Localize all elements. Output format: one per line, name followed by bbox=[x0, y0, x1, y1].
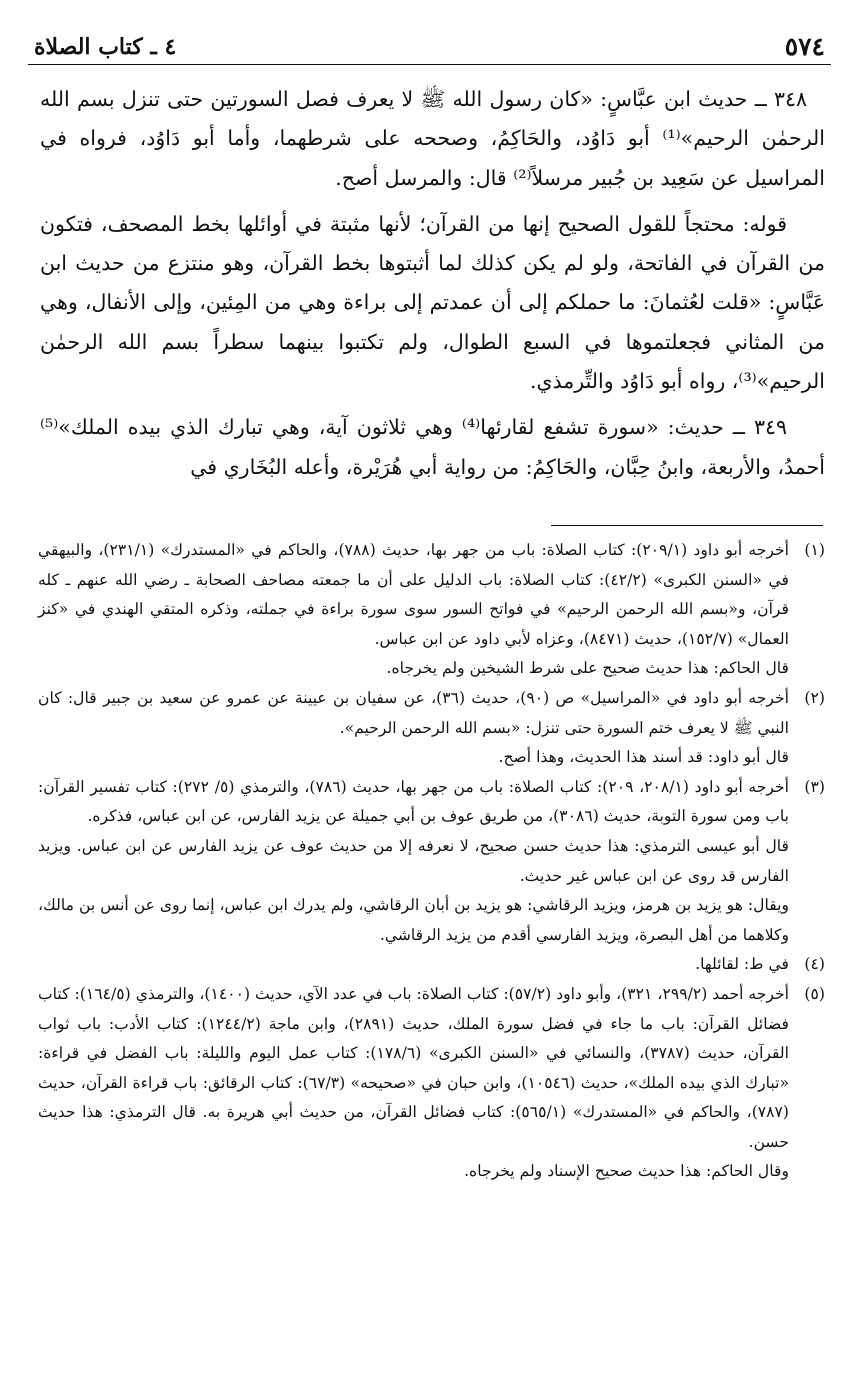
footnote-line: ويقال: هو يزيد بن هرمز، ويزيد الرقاشي: هو يزيد بن أبان الرقاشي، ولم يدرك ابن عباس، إنما روى عن أنس بن مالك، وكلاهما من أهل البصرة، ويزيد الفارسي أقدم من يزيد الرقاشي. bbox=[38, 896, 789, 944]
footnote-line: قال الحاكم: هذا حديث صحيح على شرط الشيخين ولم يخرجاه. bbox=[386, 659, 789, 678]
footnote-5 bbox=[38, 980, 825, 1187]
footnote-body bbox=[38, 980, 789, 1187]
running-header bbox=[28, 30, 831, 65]
footnote-line: قال أبو عيسى الترمذي: هذا حديث حسن صحيح، لا نعرفه إلا من حديث عوف عن يزيد الفارس عن ابن عباس. ويزيد الفارس قد روى عن ابن عباس غير حديث. bbox=[38, 836, 789, 885]
footnote-body bbox=[38, 684, 789, 773]
footnote-number: (١) bbox=[804, 541, 825, 559]
footnote-line: أخرجه أبو داود (٢٠٩/١): كتاب الصلاة: باب من جهر بها، حديث (٧٨٨)، والحاكم في «المستدرك» (٢٣١/١)، والبيهقي في «السنن الكبرى» (٤٢/٢): كتاب الصلاة: باب الدليل على أن ما جمعته مصاحف الصحابة ـ رضي الله عنهم ـ كله قرآن، و«بسم الله الرحمن الرحيم» في فواتح السور سوى سورة براءة في جملته، وذكره المتقي الهندي في «كنز العمال» (١٥٢/٧)، حديث (٨٤٧١)، وعزاه لأبي داود عن ابن عباس. bbox=[38, 541, 790, 648]
page-number: ٥٧٤ bbox=[784, 32, 825, 61]
footnote-line: أخرجه أبو داود في «المراسيل» ص (٩٠)، حديث (٣٦)، عن سفيان بن عيينة عن عمرو عن سعيد بن جبير قال: كان النبي ﷺ لا يعرف ختم السورة حتى تنزل: «بسم الله الرحمن الرحيم». bbox=[38, 688, 789, 737]
paragraph-commentary: قوله: محتجاً للقول الصحيح إنها من القرآن؛ لأنها مثبتة في أوائلها بخط المصحف، فتكون من القرآن في الفاتحة، ولو لم يكن كذلك لما أثبتوها بخط القرآن، وهو منتزع من حديث ابن عَبَّاسٍ: «قلت لعُثمانَ: ما حملكم إلى أن عمدتم إلى براءة وهي من المِئين، وإلى الأنفال، وهي من المثاني فجعلتموها في السبع الطوال، ولم تكتبوا بينهما سطراً بسم الله الرحمٰن الرحيم»⁽³⁾، رواه أبو دَاوُد والتِّرمذي. bbox=[40, 211, 825, 394]
footnote-1 bbox=[38, 536, 825, 684]
footnote-line: وقال الحاكم: هذا حديث صحيح الإسناد ولم يخرجاه. bbox=[464, 1162, 789, 1181]
footnote-line: أخرجه أبو داود (٢٠٨/١، ٢٠٩): كتاب الصلاة: باب من جهر بها، حديث (٧٨٦)، والترمذي (٥/ ٢٧٢): كتاب تفسير القرآن: باب ومن سورة التوبة، حديث (٣٠٨٦)، من طريق عوف بن أبي جميلة عن يزيد الفارس، عن ابن عباس، فذكره. bbox=[38, 777, 789, 826]
footnote-3 bbox=[38, 773, 825, 951]
footnote-2 bbox=[38, 684, 825, 773]
footnote-body bbox=[38, 950, 789, 980]
main-text bbox=[40, 80, 825, 494]
footnote-4 bbox=[38, 950, 825, 980]
footnote-line: أخرجه أحمد (٢٩٩/٢، ٣٢١)، وأبو داود (٥٧/٢): كتاب الصلاة: باب في عدد الآي، حديث (١٤٠٠)، والترمذي (١٦٤/٥): كتاب فضائل القرآن: باب ما جاء في فضل سورة الملك، حديث (٢٨٩١)، وابن ماجة (١٢٤٤/٢): كتاب الأدب: باب ثواب القرآن، حديث (٣٧٨٧)، والنسائي في «السنن الكبرى» (١٧٨/٦): كتاب عمل اليوم والليلة: باب الفضل في قراءة: «تبارك الذي بيده الملك»، حديث (١٠٥٤٦)، وابن حبان في «صحيحه» (٦٧/٣): كتاب الرقائق: باب قراءة القرآن، حديث (٧٨٧)، والحاكم في «المستدرك» (٥٦٥/١): كتاب فضائل القرآن، من حديث أبي هريرة به. قال الترمذي: هذا حديث حسن. bbox=[38, 984, 790, 1151]
footnote-body bbox=[38, 773, 789, 951]
paragraph-hadith-348: ٣٤٨ ــ حديث ابن عبَّاسٍ: «كان رسول الله ﷺ لا يعرف فصل السورتين حتى تنزل بسم الله الرحمٰن الرحيم»⁽¹⁾ أبو دَاوُد، والحَاكِمُ، وصححه على شرطهما، وأما أبو دَاوُد، فرواه في المراسيل عن سَعِيد بن جُبير مرسلاً⁽²⁾ قال: والمرسل أصح. bbox=[40, 87, 826, 190]
footnote-line: قال أبو داود: قد أسند هذا الحديث، وهذا أصح. bbox=[498, 748, 789, 767]
footnote-separator bbox=[551, 525, 823, 526]
footnotes bbox=[38, 536, 825, 1187]
footnote-number: (٤) bbox=[804, 955, 825, 974]
paragraph-hadith-349: ٣٤٩ ــ حديث: «سورة تشفع لقارئها⁽⁴⁾ وهي ثلاثون آية، وهي تبارك الذي بيده الملك»⁽⁵⁾ أحمدُ، والأربعة، وابنُ حِبَّان، والحَاكِمُ: من رواية أبي هُرَيْرة، وأعله البُخَاري في bbox=[40, 415, 825, 479]
footnote-number: (٢) bbox=[804, 688, 825, 707]
footnote-number: (٣) bbox=[804, 777, 825, 796]
footnote-line: في ط: لقائلها. bbox=[695, 955, 789, 974]
footnote-body bbox=[38, 536, 789, 684]
chapter-title: ٤ ـ كتاب الصلاة bbox=[34, 34, 177, 60]
footnote-number: (٥) bbox=[804, 984, 825, 1003]
